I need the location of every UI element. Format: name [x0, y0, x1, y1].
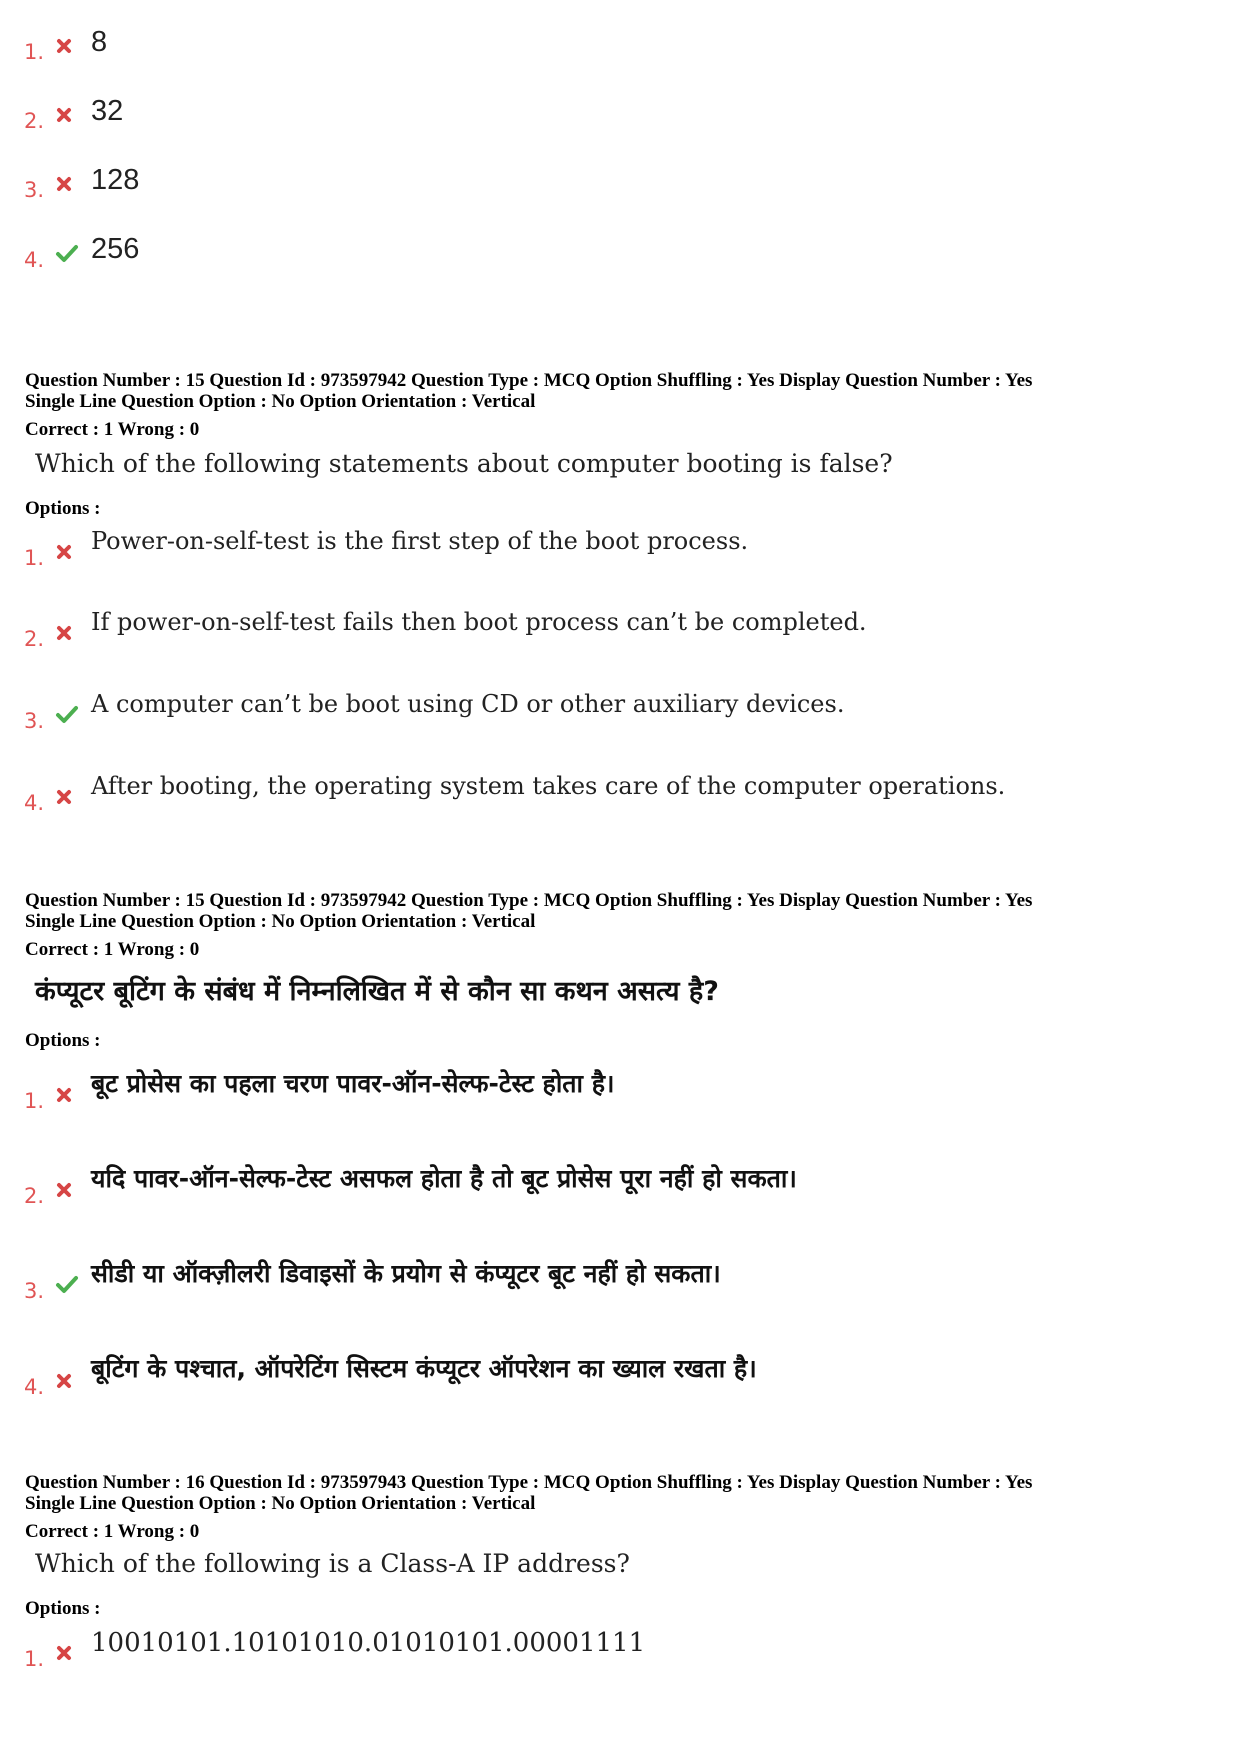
- wrong-icon: [55, 106, 73, 124]
- wrong-icon: [55, 788, 73, 806]
- option-number: 4.: [24, 791, 45, 815]
- wrong-icon: [55, 1644, 73, 1662]
- option-text: सीडी या ऑक्ज़ीलरी डिवाइसों के प्रयोग से कंप्यूटर बूट नहीं हो सकता।: [91, 1259, 721, 1288]
- option-text: After booting, the operating system takes care of the computer operations.: [91, 772, 1006, 800]
- question-meta-line: Question Number : 16 Question Id : 973597943 Question Type : MCQ Option Shuffling : Yes Display Question Number : Yes: [25, 1472, 1033, 1493]
- option-number: 4.: [24, 248, 45, 272]
- option-text: 256: [91, 233, 140, 265]
- question-score-line: Correct : 1 Wrong : 0: [25, 419, 200, 440]
- wrong-icon: [55, 1372, 73, 1390]
- option-number: 1.: [24, 546, 45, 570]
- option-number: 1.: [24, 40, 45, 64]
- question-meta-line: Single Line Question Option : No Option Orientation : Vertical: [25, 391, 536, 412]
- question-text: Which of the following is a Class-A IP address?: [35, 1549, 630, 1578]
- option-text: 8: [91, 26, 108, 58]
- options-label: Options :: [25, 498, 101, 519]
- option-number: 3.: [24, 178, 45, 202]
- option-text: If power-on-self-test fails then boot process can’t be completed.: [91, 608, 867, 636]
- question-meta-line: Single Line Question Option : No Option Orientation : Vertical: [25, 911, 536, 932]
- option-text: बूटिंग के पश्चात, ऑपरेटिंग सिस्टम कंप्यूटर ऑपरेशन का ख्याल रखता है।: [91, 1354, 757, 1383]
- option-number: 3.: [24, 1279, 45, 1303]
- option-text: यदि पावर-ऑन-सेल्फ-टेस्ट असफल होता है तो बूट प्रोसेस पूरा नहीं हो सकता।: [91, 1164, 797, 1193]
- option-text: A computer can’t be boot using CD or other auxiliary devices.: [91, 690, 845, 718]
- question-text: कंप्यूटर बूटिंग के संबंध में निम्नलिखित में से कौन सा कथन असत्य है?: [35, 976, 719, 1007]
- option-text: 10010101.10101010.01010101.00001111: [91, 1628, 646, 1658]
- option-text: Power-on-self-test is the first step of the boot process.: [91, 527, 749, 555]
- option-number: 2.: [24, 1184, 45, 1208]
- option-text: बूट प्रोसेस का पहला चरण पावर-ऑन-सेल्फ-टेस्ट होता है।: [91, 1069, 615, 1098]
- option-text: 128: [91, 164, 140, 196]
- question-meta-line: Single Line Question Option : No Option Orientation : Vertical: [25, 1493, 536, 1514]
- options-label: Options :: [25, 1030, 101, 1051]
- question-text: Which of the following statements about computer booting is false?: [35, 449, 893, 478]
- check-icon: [55, 243, 79, 263]
- option-number: 4.: [24, 1375, 45, 1399]
- wrong-icon: [55, 1181, 73, 1199]
- wrong-icon: [55, 1086, 73, 1104]
- wrong-icon: [55, 543, 73, 561]
- option-number: 1.: [24, 1647, 45, 1671]
- option-number: 2.: [24, 109, 45, 133]
- option-number: 2.: [24, 627, 45, 651]
- question-score-line: Correct : 1 Wrong : 0: [25, 939, 200, 960]
- wrong-icon: [55, 175, 73, 193]
- wrong-icon: [55, 37, 73, 55]
- check-icon: [55, 1274, 79, 1294]
- option-text: 32: [91, 95, 124, 127]
- check-icon: [55, 704, 79, 724]
- question-meta-line: Question Number : 15 Question Id : 973597942 Question Type : MCQ Option Shuffling : Yes Display Question Number : Yes: [25, 370, 1033, 391]
- options-label: Options :: [25, 1598, 101, 1619]
- question-score-line: Correct : 1 Wrong : 0: [25, 1521, 200, 1542]
- option-number: 3.: [24, 709, 45, 733]
- question-meta-line: Question Number : 15 Question Id : 973597942 Question Type : MCQ Option Shuffling : Yes Display Question Number : Yes: [25, 890, 1033, 911]
- option-number: 1.: [24, 1089, 45, 1113]
- wrong-icon: [55, 624, 73, 642]
